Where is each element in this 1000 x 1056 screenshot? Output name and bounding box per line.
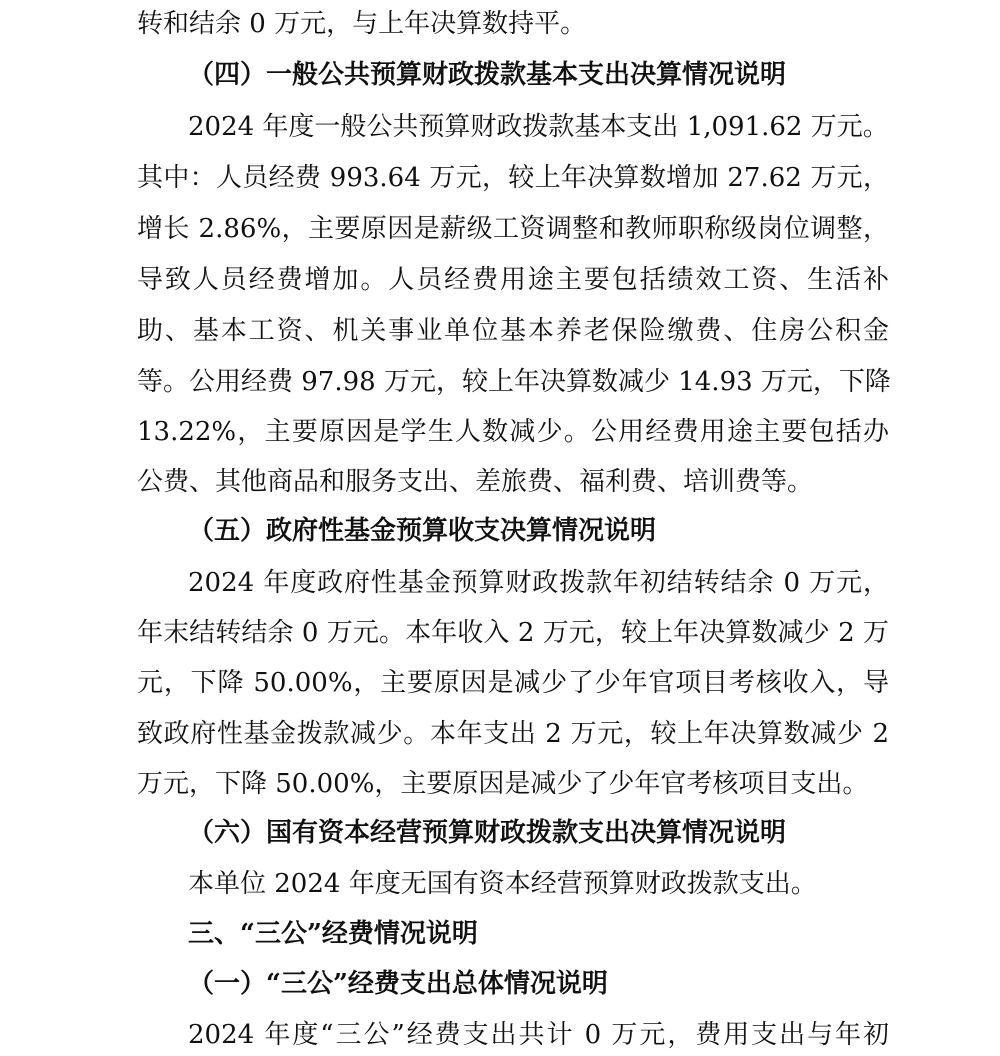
paragraph-line: 元，下降 50.00%，主要原因是减少了少年官项目考核收入，导 [137, 668, 889, 698]
paragraph-line: 本单位 2024 年度无国有资本经营预算财政拨款支出。 [188, 869, 817, 899]
section-heading-3-1: （一）“三公”经费支出总体情况说明 [188, 969, 608, 999]
paragraph-line: 公费、其他商品和服务支出、差旅费、福利费、培训费等。 [137, 467, 814, 497]
paragraph-line: 13.22%，主要原因是学生人数减少。公用经费用途主要包括办 [137, 417, 889, 447]
paragraph-line: 万元，下降 50.00%，主要原因是减少了少年官考核项目支出。 [137, 769, 869, 799]
paragraph-line: 等。公用经费 97.98 万元，较上年决算数减少 14.93 万元，下降 [137, 367, 891, 397]
paragraph-line: 2024 年度一般公共预算财政拨款基本支出 1,091.62 万元。 [188, 112, 889, 142]
section-heading-6: （六）国有资本经营预算财政拨款支出决算情况说明 [188, 818, 787, 848]
paragraph-line: 2024 年度政府性基金预算财政拨款年初结转结余 0 万元， [188, 568, 889, 598]
paragraph-line: 助、基本工资、机关事业单位基本养老保险缴费、住房公积金 [137, 316, 889, 346]
section-heading-5: （五）政府性基金预算收支决算情况说明 [188, 516, 657, 546]
paragraph-line: 其中：人员经费 993.64 万元，较上年决算数增加 27.62 万元， [137, 163, 889, 193]
paragraph-line: 致政府性基金拨款减少。本年支出 2 万元，较上年决算数减少 2 [137, 719, 889, 749]
paragraph-line: 导致人员经费增加。人员经费用途主要包括绩效工资、生活补 [137, 265, 889, 295]
section-heading-4: （四）一般公共预算财政拨款基本支出决算情况说明 [188, 60, 787, 90]
paragraph-line: 2024 年度“三公”经费支出共计 0 万元，费用支出与年初 [188, 1020, 889, 1050]
paragraph-line: 转和结余 0 万元，与上年决算数持平。 [137, 9, 587, 39]
paragraph-line: 年末结转结余 0 万元。本年收入 2 万元，较上年决算数减少 2 万 [137, 618, 889, 648]
chapter-heading-3: 三、“三公”经费情况说明 [188, 919, 478, 949]
paragraph-line: 增长 2.86%，主要原因是薪级工资调整和教师职称级岗位调整， [137, 214, 889, 244]
